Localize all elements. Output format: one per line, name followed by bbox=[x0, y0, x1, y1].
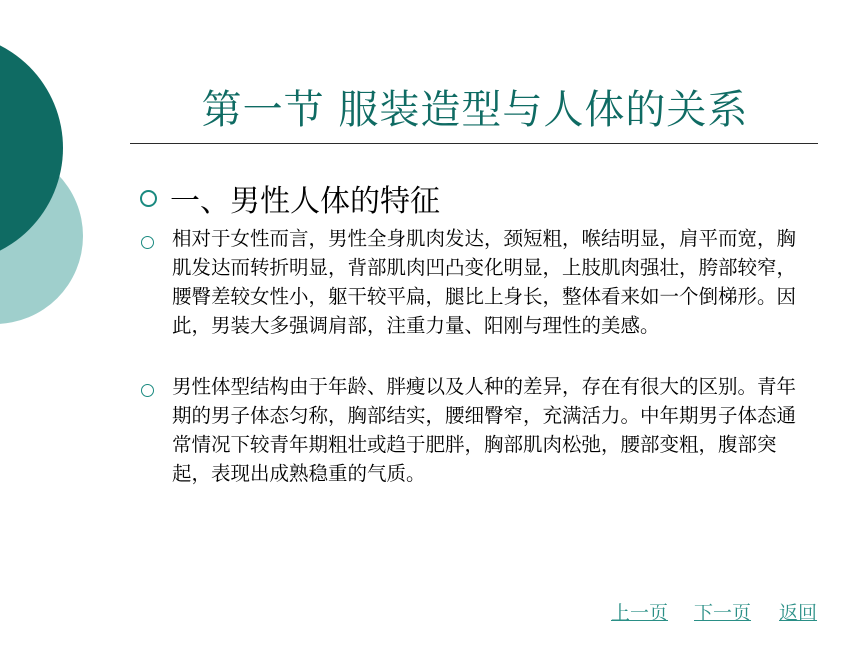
paragraph-2: 男性体型结构由于年龄、胖瘦以及人种的差异，存在有很大的区别。青年期的男子体态匀称，胸部结实，腰细臀窄，充满活力。中年期男子体态通常情况下较青年期粗壮或趋于肥胖，胸部肌肉松弛，腰部变粗，腹部突起，表现出成熟稳重的气质。 bbox=[172, 375, 797, 485]
section-heading: 一、男性人体的特征 bbox=[170, 184, 440, 219]
next-page-link[interactable]: 下一页 bbox=[694, 602, 752, 624]
heading-bullet-icon bbox=[140, 190, 157, 207]
title-divider bbox=[130, 143, 818, 144]
paragraph-1: 相对于女性而言，男性全身肌肉发达，颈短粗，喉结明显，肩平而宽，胸肌发达而转折明显，背部肌肉凹凸变化明显，上肢肌肉强壮，胯部较窄，腰臀差较女性小，躯干较平扁，腿比上身长，整体看来如一个倒梯形。因此，男装大多强调肩部，注重力量、阳刚与理性的美感。 bbox=[172, 227, 797, 337]
slide-title: 第一节 服装造型与人体的关系 bbox=[201, 87, 749, 133]
back-link[interactable]: 返回 bbox=[779, 602, 818, 624]
paragraph-bullet-icon bbox=[141, 236, 154, 249]
prev-page-link[interactable]: 上一页 bbox=[611, 602, 669, 624]
paragraph-bullet-icon bbox=[141, 384, 154, 397]
